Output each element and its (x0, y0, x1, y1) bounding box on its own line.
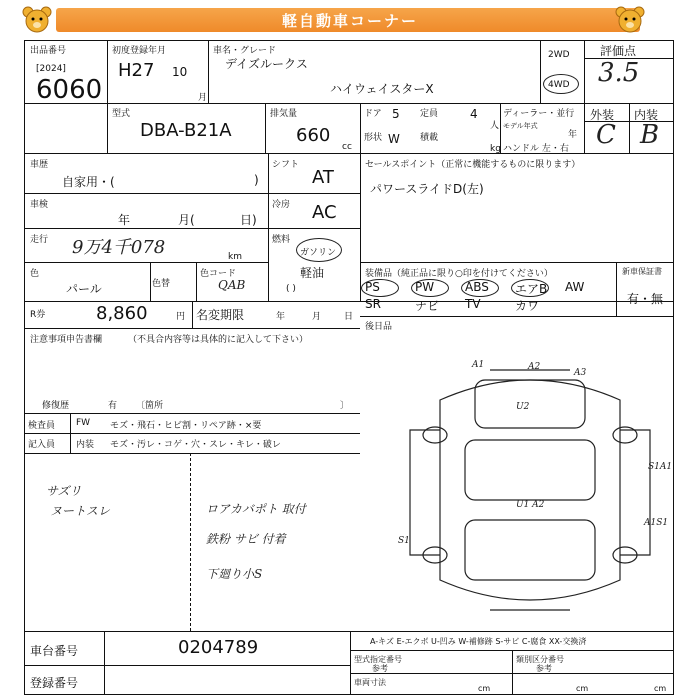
equipment-item: エアB (515, 282, 548, 296)
header-title: 軽自動車コーナー (281, 12, 418, 30)
dealer-handle: ハンドル 左・右 (503, 144, 569, 154)
interior-inspect-label: 内装 (76, 440, 95, 450)
fuel-paren: ( ) (286, 284, 296, 294)
cc-unit: cc (342, 142, 352, 152)
drive-2wd: 2WD (548, 50, 570, 60)
handnote-4: 鉄粉 サビ 付着 (206, 532, 286, 546)
equipment-item: ナビ (415, 299, 440, 313)
equipment-circle (411, 279, 449, 297)
color-change-label: 色替 (152, 279, 171, 289)
warranty-label: 新車保証書 (622, 267, 662, 276)
writer-label: 記入員 (28, 440, 56, 450)
diag-a2: A2 (528, 362, 541, 372)
cc-value: 660 (296, 125, 331, 146)
name-change-label: 名変期限 (196, 308, 245, 322)
shift-label: シフト (272, 160, 300, 170)
equipment-item: カワ (515, 299, 540, 313)
diag-s1: S1 (398, 536, 410, 546)
equipment-label: 装備品（純正品に限り○印を付けてください） (365, 269, 553, 279)
lot-label: 出品番号 (30, 46, 67, 56)
notes-sub: （不具合内容等は具体的に記入して下さい） (128, 335, 309, 345)
repair-part: 〔箇所 (136, 401, 164, 411)
inspection-label: 車検 (30, 200, 49, 210)
model-value: DBA-B21A (140, 120, 232, 141)
sales-value: パワースライドD(左) (370, 182, 484, 196)
repair-has: 有 (108, 401, 118, 411)
history-value: 自家用・( (62, 175, 115, 189)
shape-value: W (388, 132, 400, 146)
mileage-label: 走行 (30, 235, 49, 245)
registration-label: 登録番号 (30, 676, 79, 690)
fuel-gas-circle (296, 238, 342, 262)
color-value: パール (66, 282, 102, 296)
dims-cm1: cm (478, 684, 491, 693)
rear-seat-label: 後日品 (365, 322, 393, 332)
diag-a1: A1 (472, 360, 485, 370)
car-grade: ハイウェイスターX (330, 82, 434, 96)
dims-cm2: cm (576, 684, 589, 693)
aircon-label: 冷房 (272, 200, 291, 210)
name-change-year: 年 (276, 312, 286, 322)
model-spec-label: 型式指定番号 (354, 655, 402, 664)
doors-label: ドア (364, 109, 382, 119)
equipment-item: AW (565, 280, 585, 294)
color-code: QAB (218, 278, 246, 292)
name-change-month: 月 (312, 312, 322, 322)
equipment-circle (461, 279, 499, 297)
interior-value: B (640, 120, 660, 150)
diag-u1a2: U1 A2 (516, 500, 545, 510)
equipment-item: PS (365, 280, 380, 294)
mileage-value: 9万4千078 (72, 237, 166, 258)
recycle-unit: 円 (176, 312, 186, 322)
color-code-label: 色コード (200, 269, 237, 279)
fuel-diesel: 軽油 (300, 266, 325, 280)
score-value: 3.5 (598, 58, 640, 88)
reg-month-unit: 月 (198, 93, 208, 103)
dealer-model-year: モデル年式 (503, 122, 538, 130)
capacity-unit: 人 (490, 121, 500, 131)
inspection-day: 日) (240, 213, 257, 227)
repair-close: 〕 (340, 401, 350, 411)
diag-a3: A3 (574, 368, 587, 378)
diag-u2: U2 (516, 402, 530, 412)
reg-label: 初度登録年月 (112, 46, 167, 56)
fw-label: FW (76, 418, 91, 428)
chassis-label: 車台番号 (30, 644, 79, 658)
equipment-item: ABS (465, 280, 489, 294)
repair-label: 修復歴 (42, 401, 70, 411)
diag-s1a1: S1A1 (648, 462, 673, 472)
fw-items: モズ・飛石・ヒビ割・リペア跡・×要 (110, 421, 262, 431)
dims-cm3: cm (654, 684, 667, 693)
dealer-year-unit: 年 (568, 130, 578, 140)
exterior-value: C (596, 120, 616, 150)
notes-label: 注意事項申告書欄 (30, 335, 103, 345)
history-close: ) (254, 173, 259, 187)
drive-4wd: 4WD (548, 80, 570, 90)
car-name: デイズルークス (225, 57, 308, 71)
handnote-1: サズリ (46, 484, 82, 498)
history-label: 車歴 (30, 160, 49, 170)
car-damage-diagram (380, 340, 674, 630)
inspection-year: 年 (118, 213, 131, 227)
warranty-value: 有・無 (627, 292, 664, 306)
interior-label: 内装 (634, 108, 659, 122)
sales-label: セールスポイント（正常に機能するものに限ります） (365, 160, 581, 170)
doors-value: 5 (392, 107, 400, 121)
handnote-3: ロアカバポト 取付 (206, 502, 306, 516)
chassis-value: 0204789 (178, 637, 259, 658)
mileage-unit: km (228, 252, 242, 262)
interior-items: モズ・汚レ・コゲ・穴・スレ・キレ・破レ (110, 440, 281, 450)
inspector-label: 検査員 (28, 421, 56, 431)
model-label: 型式 (112, 109, 131, 119)
shape-label: 形状 (364, 133, 383, 143)
class-num-label: 類別区分番号 (516, 655, 564, 664)
car-label: 車名・グレード (213, 46, 277, 56)
score-label: 評価点 (600, 44, 637, 58)
equipment-circle (511, 279, 549, 297)
handnote-5: 下廻り小S (206, 567, 263, 581)
aircon-value: AC (312, 202, 337, 223)
recycle-value: 8,860 (96, 303, 148, 324)
inspection-month: 月( (178, 213, 195, 227)
capacity-value: 4 (470, 107, 478, 121)
equipment-item: SR (365, 297, 381, 311)
recycle-label: R券 (30, 310, 46, 320)
exterior-label: 外装 (590, 108, 615, 122)
load-label: 積載 (420, 133, 439, 143)
fuel-gas: ガソリン (300, 248, 337, 258)
cc-label: 排気量 (270, 109, 298, 119)
dims-label: 車両寸法 (354, 678, 386, 687)
model-spec-ref: 参考 (372, 664, 388, 673)
handnote-2: ヌートスレ (50, 504, 110, 518)
color-label: 色 (30, 269, 40, 279)
shift-value: AT (312, 167, 334, 188)
equipment-item: PW (415, 280, 435, 294)
name-change-day: 日 (344, 312, 354, 322)
lot-number: 6060 (36, 75, 103, 105)
equipment-item: TV (465, 297, 481, 311)
header (0, 0, 700, 40)
lot-year: [2024] (36, 64, 66, 74)
load-unit: kg (490, 144, 501, 154)
drive-4wd-circle (543, 74, 579, 94)
dealer-label: ディーラー・並行 (503, 109, 575, 119)
equipment-circle (361, 279, 399, 297)
reg-era: H27 (118, 60, 155, 81)
fuel-label: 燃料 (272, 235, 291, 245)
capacity-label: 定員 (420, 109, 439, 119)
class-num-ref: 参考 (536, 664, 552, 673)
reg-month: 10 (172, 65, 188, 79)
damage-legend: A-キズ E-エクボ U-凹み W-補修跡 S-サビ C-腐食 XX-交換済 (370, 637, 587, 646)
diag-a1s1: A1S1 (644, 518, 669, 528)
